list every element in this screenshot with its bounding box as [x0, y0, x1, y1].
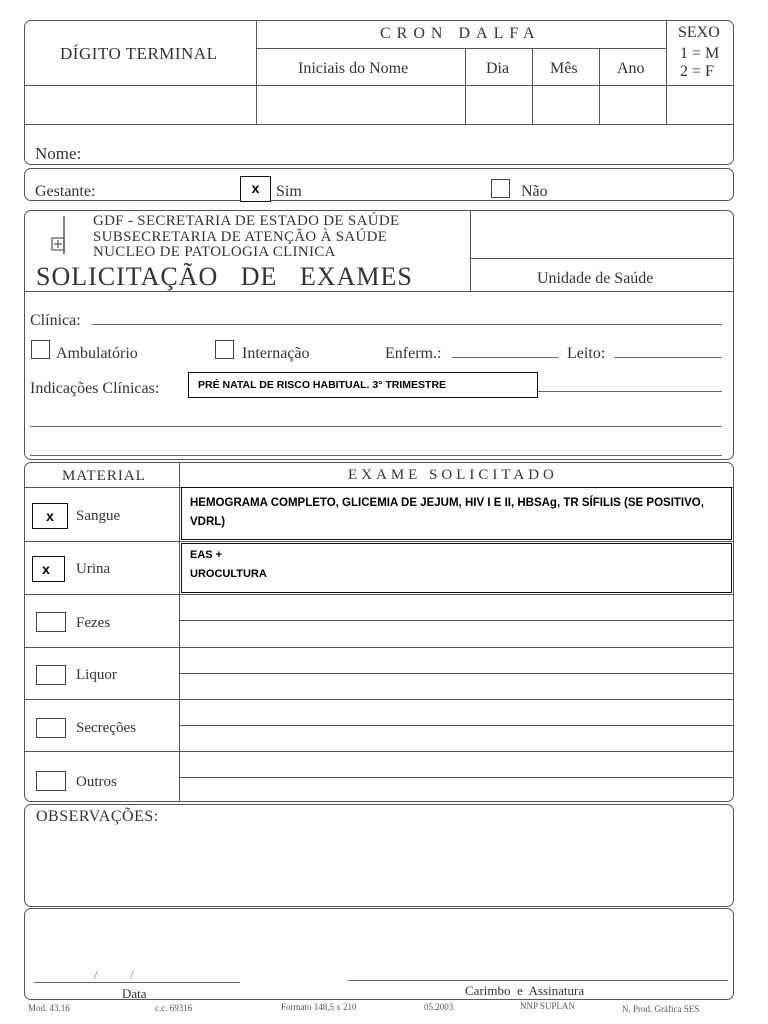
ambulatorio-label: Ambulatório	[56, 345, 138, 362]
indicacoes-line-3	[30, 455, 722, 456]
institution-line-2: SUBSECRETARIA DE ATENÇÃO À SAÚDE	[93, 229, 388, 245]
data-label: Data	[122, 986, 147, 1001]
header-divider	[666, 21, 667, 124]
indicacoes-label: Indicações Clínicas:	[30, 380, 160, 397]
exams-row-divider	[25, 699, 733, 700]
internacao-label: Internação	[242, 345, 310, 362]
enferm-field[interactable]	[452, 357, 558, 358]
liquor-checkbox[interactable]	[36, 665, 66, 685]
urina-exam-value-line-2: UROCULTURA	[190, 568, 267, 580]
urina-exam-value-line-1: EAS +	[190, 549, 223, 561]
header-divider	[256, 21, 257, 124]
gdf-emblem-icon	[48, 214, 76, 256]
date-field[interactable]	[34, 982, 240, 983]
signature-field[interactable]	[348, 980, 728, 981]
ano-label: Ano	[617, 60, 645, 77]
clinica-field[interactable]	[92, 324, 722, 325]
sangue-mark: x	[46, 508, 54, 524]
dia-label: Dia	[486, 60, 510, 77]
indicacoes-value: PRÉ NATAL DE RISCO HABITUAL. 3° TRIMESTRE	[198, 379, 447, 391]
urina-mark: x	[42, 561, 50, 577]
outros-checkbox[interactable]	[36, 771, 66, 791]
sangue-label: Sangue	[76, 508, 121, 524]
indicacoes-field[interactable]	[188, 372, 538, 398]
enferm-label: Enferm.:	[385, 345, 442, 362]
unidade-de-saude-label: Unidade de Saúde	[537, 270, 654, 287]
nome-label: Nome:	[35, 144, 82, 163]
fezes-label: Fezes	[76, 615, 111, 631]
header-divider	[25, 85, 733, 86]
sexo-label: SEXO	[678, 24, 720, 41]
exams-row-divider	[25, 594, 733, 595]
material-header: MATERIAL	[62, 468, 146, 484]
gestante-label: Gestante:	[35, 183, 96, 200]
sexo-f-label: 2 = F	[680, 63, 714, 80]
footer-mod: Mod. 43.16	[28, 1003, 70, 1013]
footer-nprod: N. Prod. Gráfica SES	[622, 1004, 700, 1014]
form-title: SOLICITAÇÃO DE EXAMES	[36, 262, 413, 291]
internacao-checkbox[interactable]	[215, 340, 234, 359]
clinica-label: Clínica:	[30, 312, 81, 329]
iniciais-do-nome-label: Iniciais do Nome	[298, 60, 409, 77]
gestante-sim-mark: x	[251, 180, 260, 196]
ambulatorio-checkbox[interactable]	[31, 340, 50, 359]
sangue-exam-field[interactable]	[181, 487, 732, 540]
exams-row-divider	[25, 751, 733, 752]
cron-dalfa-label: CRON DALFA	[380, 25, 541, 42]
fezes-checkbox[interactable]	[36, 612, 66, 632]
sim-label: Sim	[276, 183, 302, 200]
urina-exam-field[interactable]	[181, 543, 732, 593]
outros-label: Outros	[76, 774, 117, 790]
header-divider	[465, 48, 466, 124]
secrecoes-label: Secreções	[76, 720, 136, 736]
indicacoes-underline	[538, 391, 722, 392]
exams-row-divider	[25, 541, 733, 542]
exams-subline	[180, 673, 733, 674]
digito-terminal-label: DÍGITO TERMINAL	[60, 44, 218, 63]
exame-solicitado-header: EXAME SOLICITADO	[348, 467, 558, 483]
mes-label: Mês	[550, 60, 578, 77]
header-divider	[256, 48, 666, 49]
institution-line-1: GDF - SECRETARIA DE ESTADO DE SAÚDE	[93, 213, 400, 229]
header-divider	[25, 124, 733, 125]
sexo-m-label: 1 = M	[680, 45, 720, 62]
urina-label: Urina	[76, 561, 111, 577]
footer-formato: Formato 148,5 x 210	[281, 1002, 357, 1012]
liquor-label: Liquor	[76, 667, 117, 683]
leito-field[interactable]	[614, 357, 722, 358]
footer-date: 05.2003	[424, 1002, 454, 1012]
gestante-box	[24, 168, 734, 201]
indicacoes-line-2	[30, 426, 722, 427]
gestante-nao-checkbox[interactable]	[491, 179, 510, 198]
exams-subline	[180, 777, 733, 778]
footer-cc: c.c. 69316	[155, 1003, 193, 1013]
header-divider	[599, 48, 600, 124]
exams-subline	[180, 620, 733, 621]
footer-nnp: NNP SUPLAN	[520, 1001, 575, 1011]
observacoes-label: OBSERVAÇÕES:	[36, 808, 159, 825]
carimbo-label: Carimbo e Assinatura	[465, 983, 585, 998]
institution-line-3: NUCLEO DE PATOLOGIA CLINICA	[93, 244, 336, 260]
leito-label: Leito:	[567, 345, 606, 362]
exams-subline	[180, 725, 733, 726]
sangue-exam-value: HEMOGRAMA COMPLETO, GLICEMIA DE JEJUM, HIV I E II, HBSAg, TR SÍFILIS (SE POSITIVO, VDRL)	[190, 497, 704, 528]
header-divider	[532, 48, 533, 124]
date-slashes: / /	[94, 967, 134, 982]
secrecoes-checkbox[interactable]	[36, 718, 66, 738]
institution-divider	[470, 211, 471, 291]
header-box	[24, 20, 734, 165]
nao-label: Não	[521, 183, 548, 200]
institution-divider	[470, 258, 733, 259]
exams-row-divider	[25, 647, 733, 648]
